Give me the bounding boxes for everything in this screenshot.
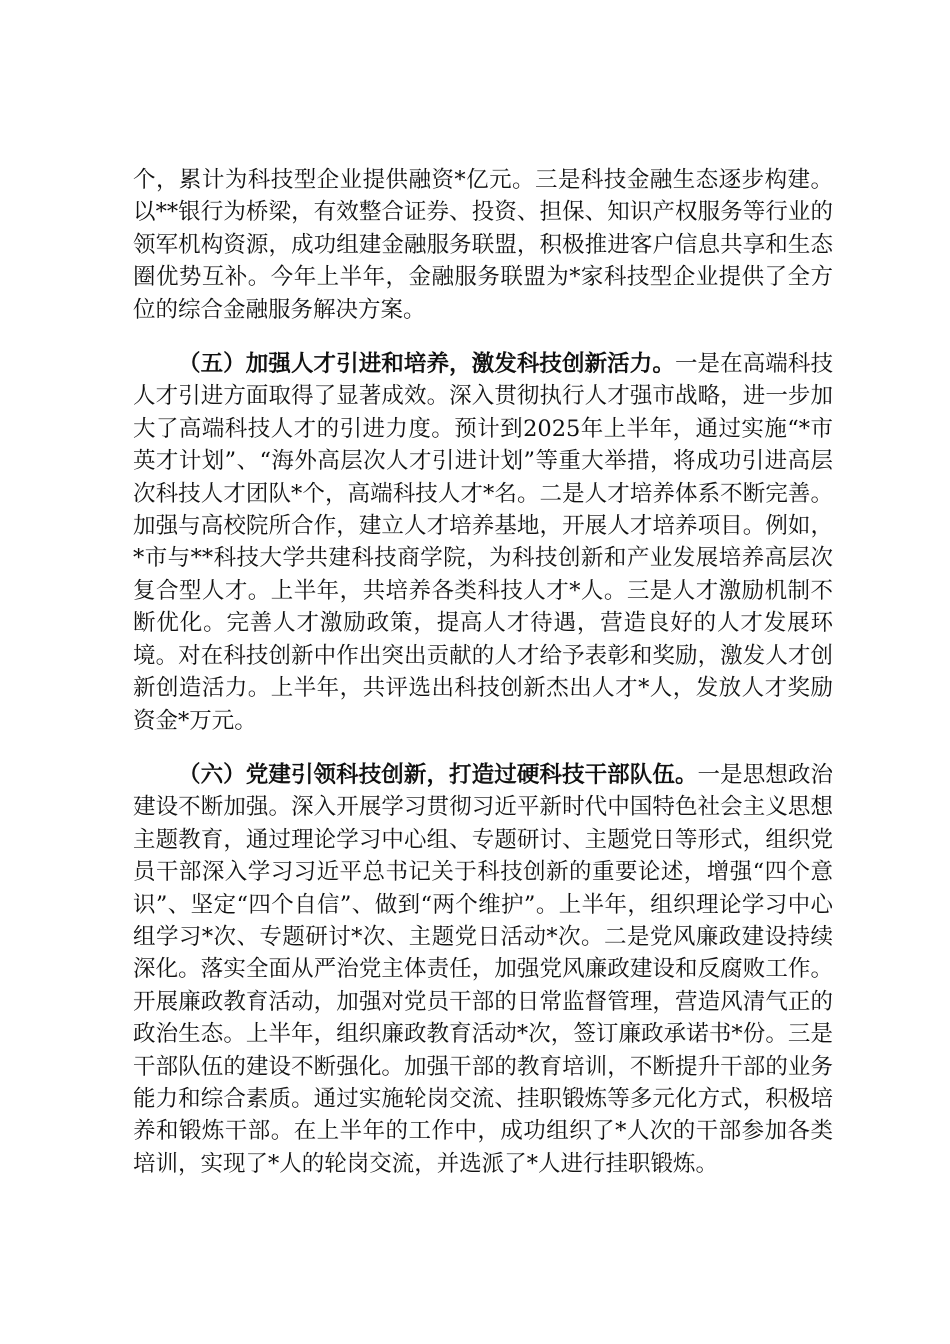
paragraph-party-building <box>133 759 833 1180</box>
document-page <box>133 164 833 1180</box>
section-heading-five: （五）加强人才引进和培养，激发科技创新活力。 <box>178 351 675 378</box>
paragraph-body: 一是在高端科技人才引进方面取得了显著成效。深入贯彻执行人才强市战略，进一步加大了高端科技人才的引进力度。预计到2025年上半年，通过实施“*市英才计划”、“海外高层次人才引进计划”等重大举措，将成功引进高层次科技人才团队*个，高端科技人才*名。二是人才培养体系不断完善。加强与高校院所合作，建立人才培养基地，开展人才培养项目。例如，*市与**科技大学共建科技商学院，为科技创新和产业发展培养高层次复合型人才。上半年，共培养各类科技人才*人。三是人才激励机制不断优化。完善人才激励政策，提高人才待遇，营造良好的人才发展环境。对在科技创新中作出突出贡献的人才给予表彰和奖励，激发人才创新创造活力。上半年，共评选出科技创新杰出人才*人，发放人才奖励资金*万元。 <box>133 351 833 734</box>
section-heading-six: （六）党建引领科技创新，打造过硬科技干部队伍。 <box>178 761 698 788</box>
paragraph-body: 个，累计为科技型企业提供融资*亿元。三是科技金融生态逐步构建。以**银行为桥梁，有效整合证券、投资、担保、知识产权服务等行业的领军机构资源，成功组建金融服务联盟，积极推进客户信息共享和生态圈优势互补。今年上半年，金融服务联盟为*家科技型企业提供了全方位的综合金融服务解决方案。 <box>133 167 833 323</box>
paragraph-continuation <box>133 164 833 326</box>
paragraph-talent <box>133 348 833 737</box>
paragraph-body: 一是思想政治建设不断加强。深入开展学习贯彻习近平新时代中国特色社会主义思想主题教育，通过理论学习中心组、专题研讨、主题党日等形式，组织党员干部深入学习习近平总书记关于科技创新的重要论述，增强“四个意识”、坚定“四个自信”、做到“两个维护”。上半年，组织理论学习中心组学习*次、专题研讨*次、主题党日活动*次。二是党风廉政建设持续深化。落实全面从严治党主体责任，加强党风廉政建设和反腐败工作。开展廉政教育活动，加强对党员干部的日常监督管理，营造风清气正的政治生态。上半年，组织廉政教育活动*次，签订廉政承诺书*份。三是干部队伍的建设不断强化。加强干部的教育培训，不断提升干部的业务能力和综合素质。通过实施轮岗交流、挂职锻炼等多元化方式，积极培养和锻炼干部。在上半年的工作中，成功组织了*人次的干部参加各类培训，实现了*人的轮岗交流，并选派了*人进行挂职锻炼。 <box>133 761 833 1177</box>
